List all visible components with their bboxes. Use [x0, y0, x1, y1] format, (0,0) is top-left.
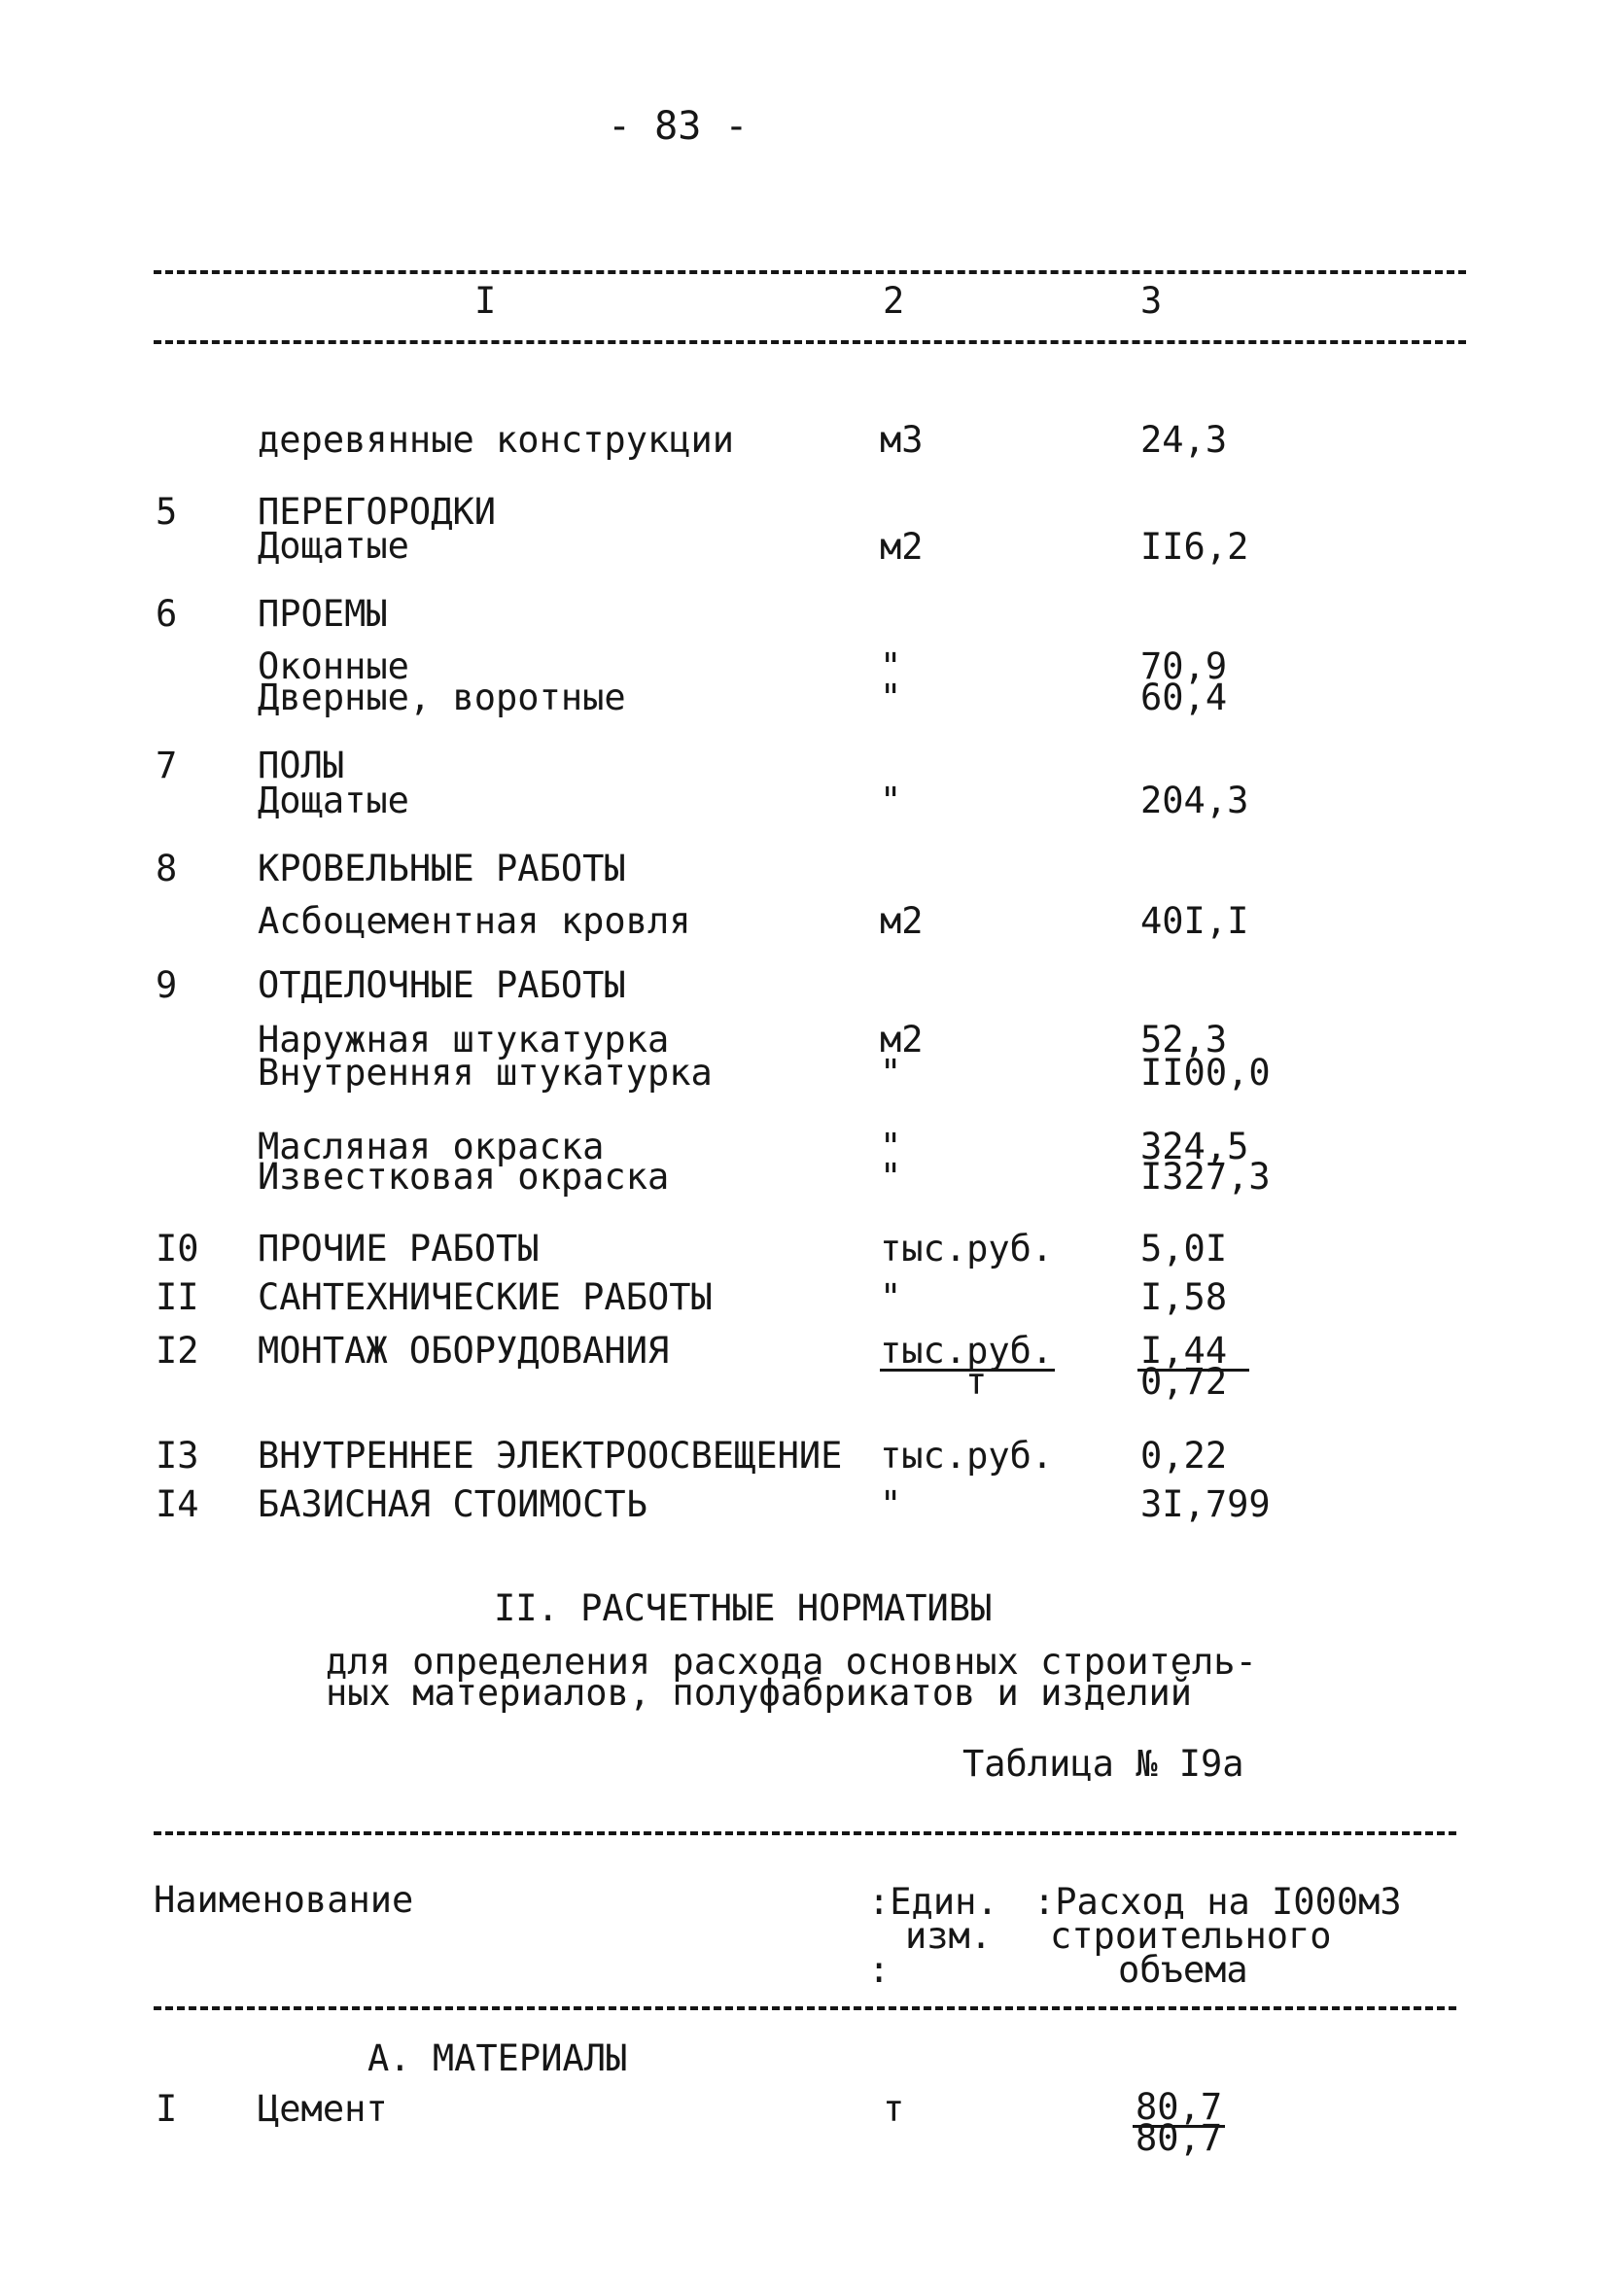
row-name: КРОВЕЛЬНЫЕ РАБОТЫ	[258, 848, 626, 889]
table2-col-unit-header: :	[868, 1949, 891, 1991]
row-name: ПРОЧИЕ РАБОТЫ	[258, 1228, 540, 1270]
row-value: 204,3	[1140, 780, 1249, 821]
table2-col-unit-header: :Един.	[868, 1881, 998, 1923]
row-name: Асбоцементная кровля	[258, 900, 691, 942]
row-name: Дверные, воротные	[258, 677, 626, 718]
table2-col-rate-header: строительного	[1050, 1915, 1332, 1957]
row-unit: "	[880, 1052, 902, 1094]
row-unit-denominator: т	[965, 1361, 988, 1403]
table2-col-rate-header: объема	[1118, 1949, 1248, 1991]
row-unit: м3	[880, 419, 924, 461]
row-name: ПРОЕМЫ	[258, 593, 388, 635]
row-unit: "	[880, 1156, 902, 1198]
row-value: I,44	[1140, 1330, 1228, 1372]
row-name: БАЗИСНАЯ СТОИМОСТЬ	[258, 1483, 647, 1525]
table1-col2-header: 2	[883, 280, 905, 322]
row-value-denominator: 0,72	[1140, 1361, 1228, 1403]
row-number: II	[156, 1276, 199, 1318]
row-unit: "	[880, 1126, 902, 1167]
row-number: I0	[156, 1228, 199, 1270]
row-unit: тыс.руб.	[880, 1435, 1054, 1477]
row-value: 80,7	[1136, 2086, 1223, 2128]
row-unit: "	[880, 677, 902, 718]
row-name: ВНУТРЕННЕЕ ЭЛЕКТРООСВЕЩЕНИЕ	[258, 1435, 843, 1477]
section-subtitle: для определения расхода основных строитель-	[326, 1641, 1257, 1683]
row-unit: тыс.руб.	[880, 1228, 1054, 1270]
row-unit: т	[883, 2088, 905, 2130]
row-value: 3I,799	[1140, 1483, 1271, 1525]
row-name: Внутренняя штукатурка	[258, 1052, 713, 1094]
row-name: Дощатые	[258, 525, 409, 567]
row-value: II00,0	[1140, 1052, 1271, 1094]
row-name: Цемент	[258, 2088, 388, 2130]
row-number: I3	[156, 1435, 199, 1477]
row-value: 324,5	[1140, 1126, 1249, 1167]
row-name: Масляная окраска	[258, 1126, 605, 1167]
row-unit: "	[880, 1483, 902, 1525]
table2-col-rate-header: :Расход на I000м3	[1033, 1881, 1402, 1923]
row-value: 52,3	[1140, 1019, 1228, 1061]
row-unit: м2	[880, 526, 924, 568]
row-name: Оконные	[258, 645, 409, 687]
row-name: деревянные конструкции	[258, 419, 735, 461]
row-number: 8	[156, 848, 178, 889]
row-value-denominator: 80,7	[1136, 2117, 1223, 2159]
row-value: 24,3	[1140, 419, 1228, 461]
table1-col3-header: 3	[1140, 280, 1163, 322]
row-name: МОНТАЖ ОБОРУДОВАНИЯ	[258, 1330, 670, 1372]
row-number: I	[156, 2088, 178, 2130]
row-number: 9	[156, 964, 178, 1006]
table1-top-rule	[154, 270, 1466, 274]
section-subtitle: ных материалов, полуфабрикатов и изделий	[326, 1672, 1193, 1714]
table2-col-name-header: Наименование	[154, 1879, 414, 1921]
row-name: Известковая окраска	[258, 1156, 670, 1198]
table1-col1-header: I	[474, 280, 497, 322]
row-unit: м2	[880, 1019, 924, 1061]
row-unit: тыс.руб.	[880, 1330, 1054, 1372]
row-value: I327,3	[1140, 1156, 1271, 1198]
row-value: II6,2	[1140, 526, 1249, 568]
table1-header-rule	[154, 340, 1466, 344]
table2-top-rule	[154, 1831, 1456, 1835]
row-name: Наружная штукатурка	[258, 1019, 670, 1061]
row-value: 60,4	[1140, 677, 1228, 718]
row-value: 70,9	[1140, 645, 1228, 687]
row-value: 40I,I	[1140, 900, 1249, 942]
row-number: 5	[156, 491, 178, 533]
row-value: 5,0I	[1140, 1228, 1228, 1270]
table2-group-label: А. МАТЕРИАЛЫ	[367, 2037, 628, 2079]
row-number: I2	[156, 1330, 199, 1372]
row-name: ПОЛЫ	[258, 745, 345, 786]
row-number: 7	[156, 745, 178, 786]
row-unit: "	[880, 1276, 902, 1318]
table2-col-unit-header: изм.	[905, 1915, 993, 1957]
page-number: - 83 -	[608, 104, 749, 149]
row-number: I4	[156, 1483, 199, 1525]
row-unit: "	[880, 780, 902, 821]
row-name: Дощатые	[258, 780, 409, 821]
row-name: ПЕРЕГОРОДКИ	[258, 491, 497, 533]
row-value: I,58	[1140, 1276, 1228, 1318]
section-title: II. РАСЧЕТНЫЕ НОРМАТИВЫ	[494, 1587, 993, 1629]
row-value: 0,22	[1140, 1435, 1228, 1477]
row-name: ОТДЕЛОЧНЫЕ РАБОТЫ	[258, 964, 626, 1006]
table-caption: Таблица № I9а	[962, 1743, 1244, 1785]
row-number: 6	[156, 593, 178, 635]
row-unit: м2	[880, 900, 924, 942]
row-name: САНТЕХНИЧЕСКИЕ РАБОТЫ	[258, 1276, 713, 1318]
table2-header-rule	[154, 2006, 1456, 2010]
row-unit: "	[880, 645, 902, 687]
